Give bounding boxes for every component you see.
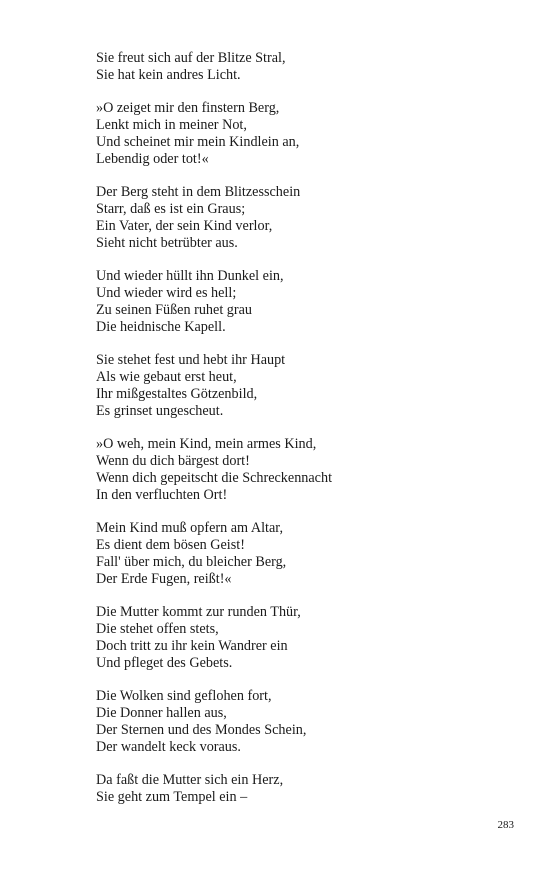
verse-line: Es dient dem bösen Geist! (96, 537, 245, 553)
stanza (96, 436, 516, 504)
verse-line: Und scheinet mir mein Kindlein an, (96, 134, 300, 150)
verse-line: Sie hat kein andres Licht. (96, 67, 241, 83)
verse-line: »O zeiget mir den finstern Berg, (96, 100, 280, 116)
page-number: 283 (497, 819, 514, 831)
verse-line: In den verfluchten Ort! (96, 487, 228, 503)
verse-line: Der wandelt keck voraus. (96, 739, 241, 755)
stanza (96, 184, 516, 252)
verse-line: Lebendig oder tot!« (96, 151, 209, 167)
verse-line: Die Wolken sind geflohen fort, (96, 688, 272, 704)
verse-line: Die stehet offen stets, (96, 621, 219, 637)
verse-line: Ein Vater, der sein Kind verlor, (96, 218, 273, 234)
verse-line: Der Erde Fugen, reißt!« (96, 571, 232, 587)
stanza (96, 772, 516, 806)
verse-line: Wenn du dich bärgest dort! (96, 453, 250, 469)
verse-line: Mein Kind muß opfern am Altar, (96, 520, 283, 536)
stanza (96, 352, 516, 420)
verse-line: Zu seinen Füßen ruhet grau (96, 302, 253, 318)
verse-line: Sie freut sich auf der Blitze Stral, (96, 50, 286, 66)
verse-line: Doch tritt zu ihr kein Wandrer ein (96, 638, 288, 654)
verse-line: Sieht nicht betrübter aus. (96, 235, 238, 251)
verse-line: Und pfleget des Gebets. (96, 655, 233, 671)
verse-line: Der Berg steht in dem Blitzesschein (96, 184, 301, 200)
verse-line: Und wieder hüllt ihn Dunkel ein, (96, 268, 284, 284)
verse-line: Da faßt die Mutter sich ein Herz, (96, 772, 284, 788)
verse-line: Fall' über mich, du bleicher Berg, (96, 554, 287, 570)
verse-line: Und wieder wird es hell; (96, 285, 237, 301)
verse-line: Der Sternen und des Mondes Schein, (96, 722, 307, 738)
stanza (96, 604, 516, 672)
verse-line: Lenkt mich in meiner Not, (96, 117, 247, 133)
stanza (96, 50, 516, 84)
verse-line: Sie geht zum Tempel ein – (96, 789, 248, 805)
verse-line: Als wie gebaut erst heut, (96, 369, 237, 385)
verse-line: Die Donner hallen aus, (96, 705, 227, 721)
verse-line: Die Mutter kommt zur runden Thür, (96, 604, 301, 620)
stanza (96, 520, 516, 588)
stanza (96, 688, 516, 756)
stanza (96, 268, 516, 336)
verse-line: Starr, daß es ist ein Graus; (96, 201, 246, 217)
stanza (96, 100, 516, 168)
verse-line: Wenn dich gepeitscht die Schreckennacht (96, 470, 333, 486)
verse-line: »O weh, mein Kind, mein armes Kind, (96, 436, 317, 452)
verse-line: Ihr mißgestaltes Götzenbild, (96, 386, 258, 402)
verse-line: Die heidnische Kapell. (96, 319, 226, 335)
poem-text (96, 50, 516, 822)
verse-line: Sie stehet fest und hebt ihr Haupt (96, 352, 286, 368)
verse-line: Es grinset ungescheut. (96, 403, 224, 419)
